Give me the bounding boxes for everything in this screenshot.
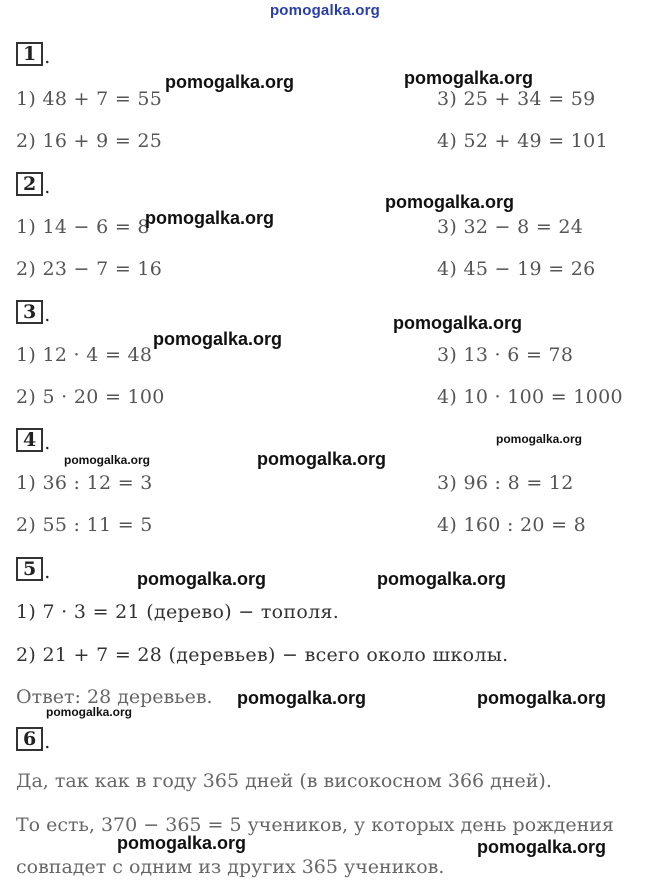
explanation-line: То есть, 370 − 365 = 5 учеников, у которых день рождения [16, 814, 614, 836]
site-header: pomogalka.org [269, 2, 381, 19]
equation: 1) 12 · 4 = 48 [16, 344, 153, 366]
equation: 1) 14 − 6 = 8 [16, 216, 150, 238]
equation: 2) 23 − 7 = 16 [16, 258, 163, 280]
watermark: pomogalka.org [496, 432, 583, 446]
equation: 4) 45 − 19 = 26 [437, 258, 596, 280]
task-number-5 [16, 557, 50, 581]
equation: 4) 160 : 20 = 8 [437, 514, 587, 536]
task-number-box: 2 [16, 172, 43, 196]
task-number-box: 4 [16, 428, 43, 452]
task-number-dot: . [44, 432, 51, 454]
task-number-dot: . [44, 304, 51, 326]
equation: 3) 13 · 6 = 78 [437, 344, 574, 366]
watermark: pomogalka.org [377, 569, 507, 589]
task-number-box: 1 [16, 42, 43, 66]
watermark: pomogalka.org [137, 569, 267, 589]
watermark: pomogalka.org [145, 208, 275, 228]
watermark: pomogalka.org [64, 453, 151, 467]
watermark: pomogalka.org [404, 68, 534, 88]
watermark: pomogalka.org [165, 72, 295, 92]
watermark: pomogalka.org [477, 837, 607, 857]
watermark: pomogalka.org [46, 705, 133, 719]
answer-line: Ответ: 28 деревьев. [16, 686, 213, 708]
task-number-3 [16, 300, 50, 324]
task-number-dot: . [44, 46, 51, 68]
equation: 2) 16 + 9 = 25 [16, 130, 163, 152]
solution-line: 2) 21 + 7 = 28 (деревьев) − всего около школы. [16, 644, 509, 666]
equation: 1) 36 : 12 = 3 [16, 472, 153, 494]
task-number-6 [16, 727, 50, 751]
task-number-2 [16, 172, 50, 196]
solution-line: 1) 7 · 3 = 21 (дерево) − тополя. [16, 601, 340, 623]
equation: 2) 55 : 11 = 5 [16, 514, 153, 536]
task-number-4 [16, 428, 50, 452]
task-number-dot: . [44, 731, 51, 753]
equation: 3) 25 + 34 = 59 [437, 88, 596, 110]
task-number-box: 6 [16, 727, 43, 751]
equation: 2) 5 · 20 = 100 [16, 386, 165, 408]
equation: 1) 48 + 7 = 55 [16, 88, 163, 110]
equation: 4) 52 + 49 = 101 [437, 130, 608, 152]
equation: 3) 96 : 8 = 12 [437, 472, 574, 494]
task-number-box: 5 [16, 557, 43, 581]
watermark: pomogalka.org [393, 313, 523, 333]
task-number-dot: . [44, 561, 51, 583]
watermark: pomogalka.org [477, 688, 607, 708]
explanation-line: совпадет с одним из других 365 учеников. [16, 856, 445, 878]
task-number-dot: . [44, 176, 51, 198]
explanation-line: Да, так как в году 365 дней (в високосном 366 дней). [16, 770, 552, 792]
equation: 4) 10 · 100 = 1000 [437, 386, 623, 408]
watermark: pomogalka.org [385, 192, 515, 212]
equation: 3) 32 − 8 = 24 [437, 216, 584, 238]
task-number-1 [16, 42, 50, 66]
watermark: pomogalka.org [153, 329, 283, 349]
watermark: pomogalka.org [117, 833, 247, 853]
task-number-box: 3 [16, 300, 43, 324]
watermark: pomogalka.org [237, 688, 367, 708]
watermark: pomogalka.org [257, 449, 387, 469]
